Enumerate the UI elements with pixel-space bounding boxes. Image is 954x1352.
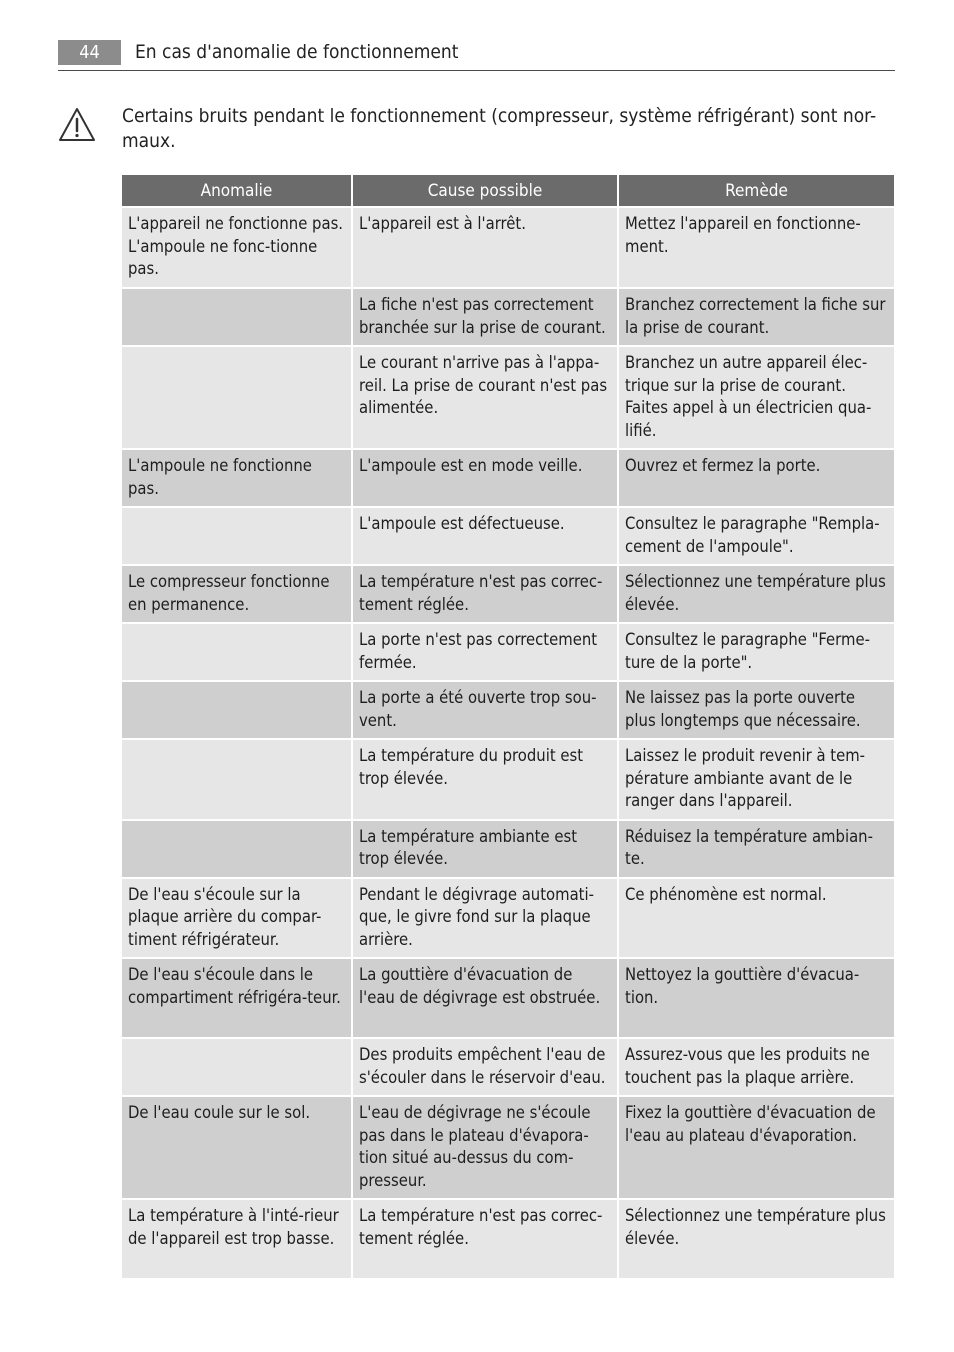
- table-row: [122, 450, 894, 506]
- cause-cell: L'appareil est à l'arrêt.: [353, 208, 617, 287]
- column-header-cause: Cause possible: [353, 175, 617, 206]
- anomalie-cell: [122, 289, 351, 345]
- cause-cell: La porte a été ouverte trop sou-vent.: [353, 682, 617, 738]
- warning-triangle-icon: [57, 106, 97, 144]
- page-header: [58, 40, 895, 72]
- cause-cell: La température n'est pas correc-tement réglée.: [353, 1200, 617, 1278]
- cause-cell: L'ampoule est défectueuse.: [353, 508, 617, 564]
- table-row: [122, 508, 894, 564]
- remede-cell: Consultez le paragraphe "Ferme-ture de la porte".: [619, 624, 894, 680]
- table-row: [122, 347, 894, 448]
- anomalie-cell: [122, 347, 351, 448]
- remede-cell: Consultez le paragraphe "Rempla-cement de l'ampoule".: [619, 508, 894, 564]
- anomalie-cell: De l'eau coule sur le sol.: [122, 1097, 351, 1198]
- table-row: [122, 1200, 894, 1278]
- table-row: [122, 624, 894, 680]
- anomalie-cell: De l'eau s'écoule dans le compartiment réfrigéra-teur.: [122, 959, 351, 1037]
- table-row: [122, 959, 894, 1037]
- anomalie-cell: La température à l'inté-rieur de l'appareil est trop basse.: [122, 1200, 351, 1278]
- anomalie-cell: [122, 1039, 351, 1095]
- remede-cell: Sélectionnez une température plus élevée.: [619, 1200, 894, 1278]
- cause-cell: La température ambiante est trop élevée.: [353, 821, 617, 877]
- table-row: [122, 1039, 894, 1095]
- column-header-anomalie: Anomalie: [122, 175, 351, 206]
- remede-cell: Ouvrez et fermez la porte.: [619, 450, 894, 506]
- table-row: [122, 208, 894, 287]
- anomalie-cell: L'appareil ne fonctionne pas. L'ampoule ne fonc-tionne pas.: [122, 208, 351, 287]
- anomalie-cell: L'ampoule ne fonctionne pas.: [122, 450, 351, 506]
- remede-cell: Branchez un autre appareil élec-trique sur la prise de courant. Faites appel à un électricien qua-lifié.: [619, 347, 894, 448]
- anomalie-cell: [122, 682, 351, 738]
- anomalie-cell: [122, 624, 351, 680]
- cause-cell: La porte n'est pas correctement fermée.: [353, 624, 617, 680]
- anomalie-cell: [122, 821, 351, 877]
- cause-cell: La température n'est pas correc-tement réglée.: [353, 566, 617, 622]
- anomalie-cell: [122, 508, 351, 564]
- header-divider: [58, 70, 895, 71]
- cause-cell: L'ampoule est en mode veille.: [353, 450, 617, 506]
- remede-cell: Branchez correctement la fiche sur la prise de courant.: [619, 289, 894, 345]
- remede-cell: Fixez la gouttière d'évacuation de l'eau au plateau d'évaporation.: [619, 1097, 894, 1198]
- table-header-row: [122, 175, 894, 206]
- remede-cell: Ce phénomène est normal.: [619, 879, 894, 958]
- table-row: [122, 289, 894, 345]
- remede-cell: Nettoyez la gouttière d'évacua-tion.: [619, 959, 894, 1037]
- cause-cell: Pendant le dégivrage automati-que, le givre fond sur la plaque arrière.: [353, 879, 617, 958]
- table-row: [122, 682, 894, 738]
- table-row: [122, 1097, 894, 1198]
- warning-note: Certains bruits pendant le fonctionnement (compresseur, système réfrigérant) sont nor-maux.: [122, 105, 877, 152]
- column-header-remede: Remède: [619, 175, 894, 206]
- troubleshooting-table: [120, 173, 896, 1280]
- remede-cell: Réduisez la température ambian-te.: [619, 821, 894, 877]
- anomalie-cell: Le compresseur fonctionne en permanence.: [122, 566, 351, 622]
- remede-cell: Sélectionnez une température plus élevée.: [619, 566, 894, 622]
- cause-cell: Des produits empêchent l'eau de s'écouler dans le réservoir d'eau.: [353, 1039, 617, 1095]
- cause-cell: La fiche n'est pas correctement branchée sur la prise de courant.: [353, 289, 617, 345]
- cause-cell: La gouttière d'évacuation de l'eau de dégivrage est obstruée.: [353, 959, 617, 1037]
- anomalie-cell: [122, 740, 351, 819]
- remede-cell: Ne laissez pas la porte ouverte plus longtemps que nécessaire.: [619, 682, 894, 738]
- table-row: [122, 566, 894, 622]
- cause-cell: La température du produit est trop élevée.: [353, 740, 617, 819]
- anomalie-cell: De l'eau s'écoule sur la plaque arrière du compar-timent réfrigérateur.: [122, 879, 351, 958]
- table-row: [122, 740, 894, 819]
- section-title: En cas d'anomalie de fonctionnement: [135, 41, 459, 63]
- remede-cell: Assurez-vous que les produits ne touchent pas la plaque arrière.: [619, 1039, 894, 1095]
- table-row: [122, 821, 894, 877]
- remede-cell: Laissez le produit revenir à tem-pérature ambiante avant de le ranger dans l'appareil.: [619, 740, 894, 819]
- remede-cell: Mettez l'appareil en fonctionne-ment.: [619, 208, 894, 287]
- table-row: [122, 879, 894, 958]
- cause-cell: Le courant n'arrive pas à l'appa-reil. La prise de courant n'est pas alimentée.: [353, 347, 617, 448]
- cause-cell: L'eau de dégivrage ne s'écoule pas dans le plateau d'évapora-tion situé au-dessus du com-presseur.: [353, 1097, 617, 1198]
- page-number: 44: [58, 40, 121, 65]
